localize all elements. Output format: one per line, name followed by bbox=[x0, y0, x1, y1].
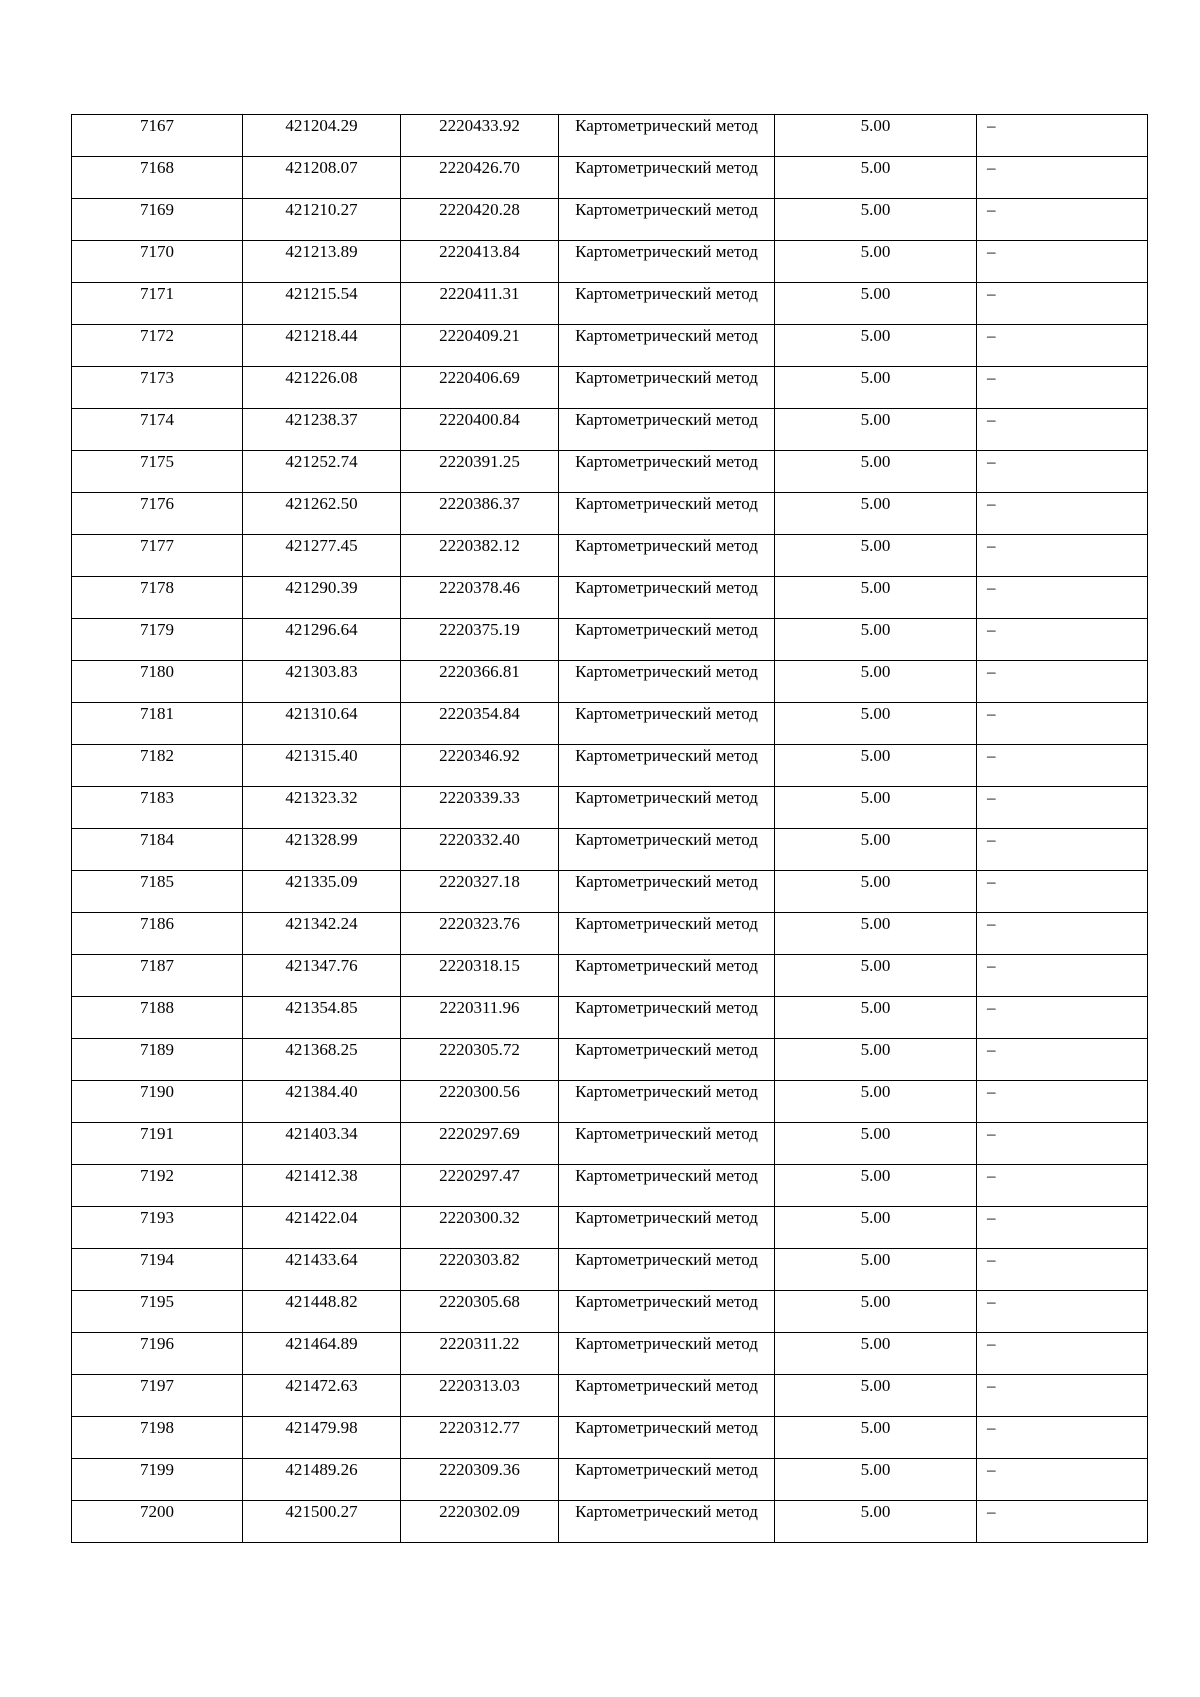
x-coordinate-cell: 421479.98 bbox=[243, 1417, 401, 1459]
point-number-cell: 7198 bbox=[72, 1417, 243, 1459]
method-cell: Картометрический метод bbox=[559, 913, 775, 955]
precision-cell: 5.00 bbox=[775, 871, 977, 913]
note-cell: – bbox=[977, 1207, 1148, 1249]
x-coordinate-cell: 421303.83 bbox=[243, 661, 401, 703]
precision-cell: 5.00 bbox=[775, 703, 977, 745]
note-cell: – bbox=[977, 997, 1148, 1039]
table-row bbox=[72, 1459, 1148, 1501]
point-number-cell: 7171 bbox=[72, 283, 243, 325]
precision-cell: 5.00 bbox=[775, 451, 977, 493]
precision-cell: 5.00 bbox=[775, 1291, 977, 1333]
precision-cell: 5.00 bbox=[775, 787, 977, 829]
y-coordinate-cell: 2220318.15 bbox=[401, 955, 559, 997]
table-row bbox=[72, 1081, 1148, 1123]
method-cell: Картометрический метод bbox=[559, 241, 775, 283]
point-number-cell: 7176 bbox=[72, 493, 243, 535]
method-cell: Картометрический метод bbox=[559, 955, 775, 997]
table-row bbox=[72, 1165, 1148, 1207]
point-number-cell: 7193 bbox=[72, 1207, 243, 1249]
method-cell: Картометрический метод bbox=[559, 787, 775, 829]
x-coordinate-cell: 421354.85 bbox=[243, 997, 401, 1039]
precision-cell: 5.00 bbox=[775, 619, 977, 661]
y-coordinate-cell: 2220409.21 bbox=[401, 325, 559, 367]
y-coordinate-cell: 2220309.36 bbox=[401, 1459, 559, 1501]
y-coordinate-cell: 2220420.28 bbox=[401, 199, 559, 241]
point-number-cell: 7190 bbox=[72, 1081, 243, 1123]
point-number-cell: 7184 bbox=[72, 829, 243, 871]
x-coordinate-cell: 421252.74 bbox=[243, 451, 401, 493]
note-cell: – bbox=[977, 1123, 1148, 1165]
y-coordinate-cell: 2220413.84 bbox=[401, 241, 559, 283]
y-coordinate-cell: 2220297.69 bbox=[401, 1123, 559, 1165]
note-cell: – bbox=[977, 871, 1148, 913]
precision-cell: 5.00 bbox=[775, 1081, 977, 1123]
point-number-cell: 7196 bbox=[72, 1333, 243, 1375]
point-number-cell: 7188 bbox=[72, 997, 243, 1039]
point-number-cell: 7180 bbox=[72, 661, 243, 703]
x-coordinate-cell: 421489.26 bbox=[243, 1459, 401, 1501]
note-cell: – bbox=[977, 955, 1148, 997]
y-coordinate-cell: 2220366.81 bbox=[401, 661, 559, 703]
point-number-cell: 7170 bbox=[72, 241, 243, 283]
table-row bbox=[72, 619, 1148, 661]
point-number-cell: 7169 bbox=[72, 199, 243, 241]
point-number-cell: 7189 bbox=[72, 1039, 243, 1081]
x-coordinate-cell: 421433.64 bbox=[243, 1249, 401, 1291]
y-coordinate-cell: 2220311.22 bbox=[401, 1333, 559, 1375]
method-cell: Картометрический метод bbox=[559, 451, 775, 493]
point-number-cell: 7185 bbox=[72, 871, 243, 913]
note-cell: – bbox=[977, 1501, 1148, 1543]
precision-cell: 5.00 bbox=[775, 1039, 977, 1081]
method-cell: Картометрический метод bbox=[559, 1123, 775, 1165]
precision-cell: 5.00 bbox=[775, 1459, 977, 1501]
note-cell: – bbox=[977, 619, 1148, 661]
y-coordinate-cell: 2220382.12 bbox=[401, 535, 559, 577]
x-coordinate-cell: 421238.37 bbox=[243, 409, 401, 451]
point-number-cell: 7174 bbox=[72, 409, 243, 451]
method-cell: Картометрический метод bbox=[559, 1459, 775, 1501]
note-cell: – bbox=[977, 115, 1148, 157]
table-row bbox=[72, 409, 1148, 451]
y-coordinate-cell: 2220391.25 bbox=[401, 451, 559, 493]
table-row bbox=[72, 745, 1148, 787]
note-cell: – bbox=[977, 409, 1148, 451]
note-cell: – bbox=[977, 745, 1148, 787]
point-number-cell: 7199 bbox=[72, 1459, 243, 1501]
y-coordinate-cell: 2220302.09 bbox=[401, 1501, 559, 1543]
point-number-cell: 7187 bbox=[72, 955, 243, 997]
point-number-cell: 7195 bbox=[72, 1291, 243, 1333]
x-coordinate-cell: 421323.32 bbox=[243, 787, 401, 829]
table-row bbox=[72, 913, 1148, 955]
precision-cell: 5.00 bbox=[775, 1249, 977, 1291]
x-coordinate-cell: 421215.54 bbox=[243, 283, 401, 325]
precision-cell: 5.00 bbox=[775, 955, 977, 997]
point-number-cell: 7182 bbox=[72, 745, 243, 787]
note-cell: – bbox=[977, 283, 1148, 325]
point-number-cell: 7173 bbox=[72, 367, 243, 409]
x-coordinate-cell: 421226.08 bbox=[243, 367, 401, 409]
method-cell: Картометрический метод bbox=[559, 619, 775, 661]
y-coordinate-cell: 2220346.92 bbox=[401, 745, 559, 787]
method-cell: Картометрический метод bbox=[559, 535, 775, 577]
coordinates-table-body bbox=[72, 115, 1148, 1543]
y-coordinate-cell: 2220400.84 bbox=[401, 409, 559, 451]
precision-cell: 5.00 bbox=[775, 283, 977, 325]
precision-cell: 5.00 bbox=[775, 115, 977, 157]
precision-cell: 5.00 bbox=[775, 199, 977, 241]
precision-cell: 5.00 bbox=[775, 409, 977, 451]
x-coordinate-cell: 421296.64 bbox=[243, 619, 401, 661]
note-cell: – bbox=[977, 829, 1148, 871]
y-coordinate-cell: 2220313.03 bbox=[401, 1375, 559, 1417]
table-row bbox=[72, 1123, 1148, 1165]
y-coordinate-cell: 2220433.92 bbox=[401, 115, 559, 157]
note-cell: – bbox=[977, 535, 1148, 577]
precision-cell: 5.00 bbox=[775, 1417, 977, 1459]
method-cell: Картометрический метод bbox=[559, 283, 775, 325]
x-coordinate-cell: 421204.29 bbox=[243, 115, 401, 157]
method-cell: Картометрический метод bbox=[559, 745, 775, 787]
x-coordinate-cell: 421210.27 bbox=[243, 199, 401, 241]
table-row bbox=[72, 703, 1148, 745]
table-row bbox=[72, 493, 1148, 535]
note-cell: – bbox=[977, 1249, 1148, 1291]
table-row bbox=[72, 241, 1148, 283]
x-coordinate-cell: 421403.34 bbox=[243, 1123, 401, 1165]
method-cell: Картометрический метод bbox=[559, 1291, 775, 1333]
method-cell: Картометрический метод bbox=[559, 703, 775, 745]
table-row bbox=[72, 451, 1148, 493]
y-coordinate-cell: 2220300.32 bbox=[401, 1207, 559, 1249]
method-cell: Картометрический метод bbox=[559, 1165, 775, 1207]
method-cell: Картометрический метод bbox=[559, 871, 775, 913]
precision-cell: 5.00 bbox=[775, 1501, 977, 1543]
table-row bbox=[72, 1039, 1148, 1081]
precision-cell: 5.00 bbox=[775, 1123, 977, 1165]
method-cell: Картометрический метод bbox=[559, 325, 775, 367]
table-row bbox=[72, 955, 1148, 997]
precision-cell: 5.00 bbox=[775, 1165, 977, 1207]
table-row bbox=[72, 661, 1148, 703]
note-cell: – bbox=[977, 1333, 1148, 1375]
method-cell: Картометрический метод bbox=[559, 367, 775, 409]
precision-cell: 5.00 bbox=[775, 577, 977, 619]
precision-cell: 5.00 bbox=[775, 1333, 977, 1375]
y-coordinate-cell: 2220411.31 bbox=[401, 283, 559, 325]
x-coordinate-cell: 421335.09 bbox=[243, 871, 401, 913]
y-coordinate-cell: 2220332.40 bbox=[401, 829, 559, 871]
note-cell: – bbox=[977, 325, 1148, 367]
table-row bbox=[72, 325, 1148, 367]
method-cell: Картометрический метод bbox=[559, 1207, 775, 1249]
note-cell: – bbox=[977, 1081, 1148, 1123]
point-number-cell: 7200 bbox=[72, 1501, 243, 1543]
coordinates-table bbox=[71, 114, 1148, 1543]
table-row bbox=[72, 1375, 1148, 1417]
note-cell: – bbox=[977, 367, 1148, 409]
precision-cell: 5.00 bbox=[775, 325, 977, 367]
method-cell: Картометрический метод bbox=[559, 115, 775, 157]
x-coordinate-cell: 421384.40 bbox=[243, 1081, 401, 1123]
note-cell: – bbox=[977, 913, 1148, 955]
note-cell: – bbox=[977, 787, 1148, 829]
note-cell: – bbox=[977, 1291, 1148, 1333]
method-cell: Картометрический метод bbox=[559, 409, 775, 451]
note-cell: – bbox=[977, 1459, 1148, 1501]
table-row bbox=[72, 871, 1148, 913]
x-coordinate-cell: 421262.50 bbox=[243, 493, 401, 535]
method-cell: Картометрический метод bbox=[559, 1039, 775, 1081]
x-coordinate-cell: 421208.07 bbox=[243, 157, 401, 199]
x-coordinate-cell: 421448.82 bbox=[243, 1291, 401, 1333]
table-row bbox=[72, 283, 1148, 325]
x-coordinate-cell: 421342.24 bbox=[243, 913, 401, 955]
x-coordinate-cell: 421218.44 bbox=[243, 325, 401, 367]
note-cell: – bbox=[977, 157, 1148, 199]
point-number-cell: 7167 bbox=[72, 115, 243, 157]
table-row bbox=[72, 1207, 1148, 1249]
y-coordinate-cell: 2220327.18 bbox=[401, 871, 559, 913]
x-coordinate-cell: 421347.76 bbox=[243, 955, 401, 997]
method-cell: Картометрический метод bbox=[559, 1501, 775, 1543]
precision-cell: 5.00 bbox=[775, 829, 977, 871]
table-row bbox=[72, 535, 1148, 577]
note-cell: – bbox=[977, 199, 1148, 241]
table-row bbox=[72, 787, 1148, 829]
x-coordinate-cell: 421328.99 bbox=[243, 829, 401, 871]
method-cell: Картометрический метод bbox=[559, 997, 775, 1039]
x-coordinate-cell: 421464.89 bbox=[243, 1333, 401, 1375]
y-coordinate-cell: 2220303.82 bbox=[401, 1249, 559, 1291]
note-cell: – bbox=[977, 661, 1148, 703]
note-cell: – bbox=[977, 451, 1148, 493]
precision-cell: 5.00 bbox=[775, 1375, 977, 1417]
method-cell: Картометрический метод bbox=[559, 1375, 775, 1417]
y-coordinate-cell: 2220426.70 bbox=[401, 157, 559, 199]
y-coordinate-cell: 2220339.33 bbox=[401, 787, 559, 829]
precision-cell: 5.00 bbox=[775, 1207, 977, 1249]
table-row bbox=[72, 367, 1148, 409]
y-coordinate-cell: 2220354.84 bbox=[401, 703, 559, 745]
point-number-cell: 7172 bbox=[72, 325, 243, 367]
precision-cell: 5.00 bbox=[775, 493, 977, 535]
method-cell: Картометрический метод bbox=[559, 1249, 775, 1291]
method-cell: Картометрический метод bbox=[559, 661, 775, 703]
method-cell: Картометрический метод bbox=[559, 199, 775, 241]
x-coordinate-cell: 421213.89 bbox=[243, 241, 401, 283]
method-cell: Картометрический метод bbox=[559, 493, 775, 535]
precision-cell: 5.00 bbox=[775, 157, 977, 199]
note-cell: – bbox=[977, 1375, 1148, 1417]
table-row bbox=[72, 997, 1148, 1039]
y-coordinate-cell: 2220378.46 bbox=[401, 577, 559, 619]
note-cell: – bbox=[977, 1165, 1148, 1207]
point-number-cell: 7178 bbox=[72, 577, 243, 619]
x-coordinate-cell: 421290.39 bbox=[243, 577, 401, 619]
table-row bbox=[72, 577, 1148, 619]
y-coordinate-cell: 2220300.56 bbox=[401, 1081, 559, 1123]
precision-cell: 5.00 bbox=[775, 367, 977, 409]
y-coordinate-cell: 2220305.68 bbox=[401, 1291, 559, 1333]
table-row bbox=[72, 115, 1148, 157]
x-coordinate-cell: 421310.64 bbox=[243, 703, 401, 745]
y-coordinate-cell: 2220323.76 bbox=[401, 913, 559, 955]
table-row bbox=[72, 1333, 1148, 1375]
point-number-cell: 7179 bbox=[72, 619, 243, 661]
note-cell: – bbox=[977, 1417, 1148, 1459]
method-cell: Картометрический метод bbox=[559, 829, 775, 871]
precision-cell: 5.00 bbox=[775, 913, 977, 955]
point-number-cell: 7192 bbox=[72, 1165, 243, 1207]
table-row bbox=[72, 829, 1148, 871]
y-coordinate-cell: 2220311.96 bbox=[401, 997, 559, 1039]
point-number-cell: 7194 bbox=[72, 1249, 243, 1291]
method-cell: Картометрический метод bbox=[559, 1081, 775, 1123]
point-number-cell: 7191 bbox=[72, 1123, 243, 1165]
method-cell: Картометрический метод bbox=[559, 1417, 775, 1459]
note-cell: – bbox=[977, 577, 1148, 619]
note-cell: – bbox=[977, 1039, 1148, 1081]
point-number-cell: 7186 bbox=[72, 913, 243, 955]
y-coordinate-cell: 2220312.77 bbox=[401, 1417, 559, 1459]
method-cell: Картометрический метод bbox=[559, 577, 775, 619]
precision-cell: 5.00 bbox=[775, 535, 977, 577]
x-coordinate-cell: 421472.63 bbox=[243, 1375, 401, 1417]
y-coordinate-cell: 2220305.72 bbox=[401, 1039, 559, 1081]
table-row bbox=[72, 199, 1148, 241]
point-number-cell: 7175 bbox=[72, 451, 243, 493]
note-cell: – bbox=[977, 493, 1148, 535]
x-coordinate-cell: 421500.27 bbox=[243, 1501, 401, 1543]
x-coordinate-cell: 421368.25 bbox=[243, 1039, 401, 1081]
table-row bbox=[72, 1249, 1148, 1291]
precision-cell: 5.00 bbox=[775, 745, 977, 787]
point-number-cell: 7183 bbox=[72, 787, 243, 829]
y-coordinate-cell: 2220406.69 bbox=[401, 367, 559, 409]
y-coordinate-cell: 2220386.37 bbox=[401, 493, 559, 535]
x-coordinate-cell: 421422.04 bbox=[243, 1207, 401, 1249]
y-coordinate-cell: 2220297.47 bbox=[401, 1165, 559, 1207]
note-cell: – bbox=[977, 241, 1148, 283]
table-row bbox=[72, 1291, 1148, 1333]
precision-cell: 5.00 bbox=[775, 661, 977, 703]
point-number-cell: 7197 bbox=[72, 1375, 243, 1417]
method-cell: Картометрический метод bbox=[559, 1333, 775, 1375]
x-coordinate-cell: 421412.38 bbox=[243, 1165, 401, 1207]
table-row bbox=[72, 1501, 1148, 1543]
point-number-cell: 7181 bbox=[72, 703, 243, 745]
precision-cell: 5.00 bbox=[775, 997, 977, 1039]
precision-cell: 5.00 bbox=[775, 241, 977, 283]
x-coordinate-cell: 421277.45 bbox=[243, 535, 401, 577]
table-row bbox=[72, 1417, 1148, 1459]
x-coordinate-cell: 421315.40 bbox=[243, 745, 401, 787]
point-number-cell: 7168 bbox=[72, 157, 243, 199]
point-number-cell: 7177 bbox=[72, 535, 243, 577]
method-cell: Картометрический метод bbox=[559, 157, 775, 199]
note-cell: – bbox=[977, 703, 1148, 745]
y-coordinate-cell: 2220375.19 bbox=[401, 619, 559, 661]
table-row bbox=[72, 157, 1148, 199]
